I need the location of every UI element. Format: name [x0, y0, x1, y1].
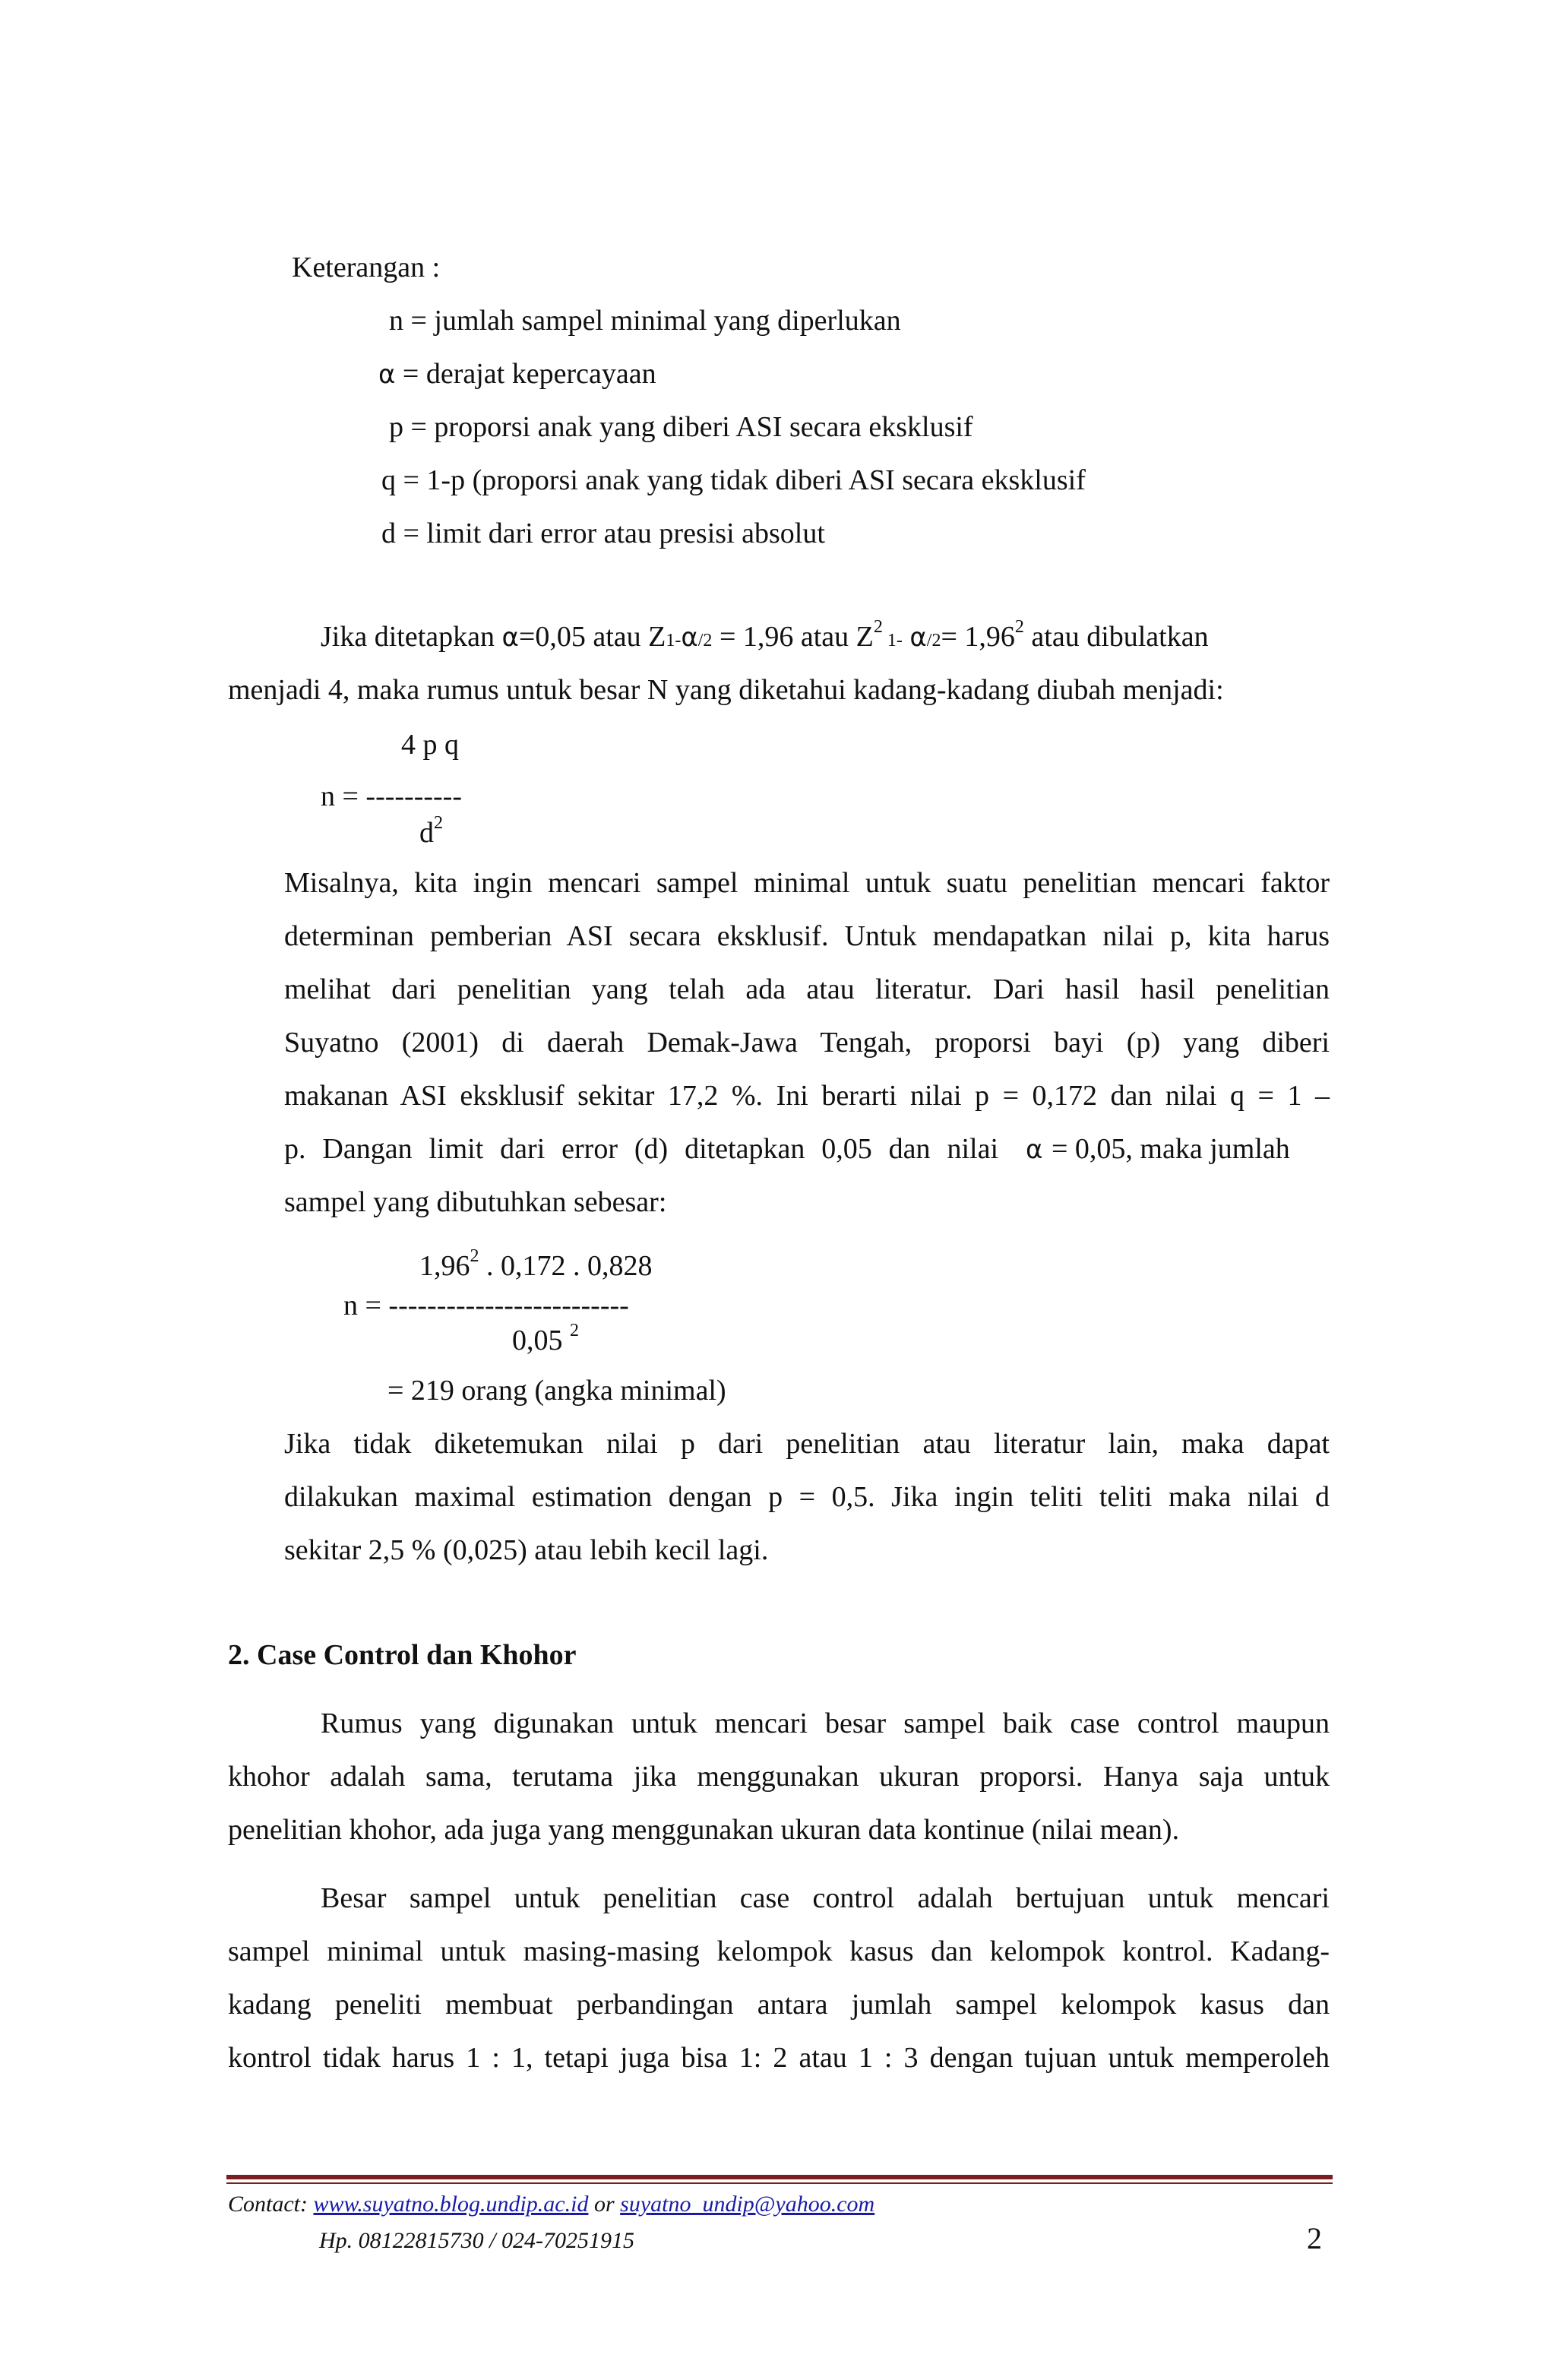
jika-sub-2: 1-	[882, 631, 903, 650]
formula2-num-sup: 2	[470, 1246, 479, 1266]
example-line-6b: = 0,05, maka jumlah	[1052, 1133, 1290, 1165]
alpha-symbol: ⍺	[1026, 1136, 1043, 1164]
s2p1-line-1: Rumus yang digunakan untuk mencari besar sampel baik case control maupun	[321, 1707, 1330, 1739]
max-line-2: dilakukan maximal estimation dengan p = 0,5. Jika ingin teliti teliti maka nilai d	[284, 1481, 1330, 1513]
formula1-denominator	[419, 813, 443, 850]
jika-sub-1: 1-	[666, 631, 682, 650]
example-line-6a: p. Dangan limit dari error (d) ditetapkan 0,05 dan nilai	[284, 1133, 998, 1165]
def-p: p = proporsi anak yang diberi ASI secara eksklusif	[389, 411, 973, 443]
def-d: d = limit dari error atau presisi absolut	[381, 517, 825, 549]
jika-sup-2: 2	[1014, 617, 1024, 637]
formula1-den-sup: 2	[434, 813, 443, 833]
alpha-symbol: ⍺	[501, 624, 519, 652]
jika-text-4: = 1,96	[941, 621, 1015, 653]
section-heading: 2. Case Control dan Khohor	[228, 1639, 577, 1671]
footer-link-blog[interactable]: www.suyatno.blog.undip.ac.id	[313, 2192, 589, 2217]
jika-text-3: = 1,96 atau Z	[712, 621, 874, 653]
formula2-num-a: 1,96	[419, 1250, 470, 1282]
example-line-3: melihat dari penelitian yang telah ada atau literatur. Dari hasil hasil penelitian	[284, 973, 1330, 1005]
formula2-den-text: 0,05	[512, 1325, 563, 1356]
formula1-den-text: d	[419, 817, 434, 849]
example-line-5: makanan ASI eksklusif sekitar 17,2 %. Ini berarti nilai p = 0,172 dan nilai q = 1 –	[284, 1080, 1330, 1112]
alpha-symbol: ⍺	[378, 361, 396, 389]
jika-sup-1: 2	[873, 617, 883, 637]
max-line-3: sekitar 2,5 % (0,025) atau lebih kecil lagi.	[284, 1534, 769, 1566]
s2p2-line-1: Besar sampel untuk penelitian case control adalah bertujuan untuk mencari	[321, 1882, 1330, 1914]
keterangan-title: Keterangan :	[292, 252, 441, 283]
formula2-lhs: n = -------------------------	[343, 1290, 629, 1321]
jika-line-1	[321, 617, 1209, 657]
formula2-den-sup: 2	[570, 1321, 579, 1340]
s2p2-line-2: sampel minimal untuk masing-masing kelompok kasus dan kelompok kontrol. Kadang-	[228, 1935, 1330, 1967]
alpha-symbol: ⍺	[909, 624, 927, 652]
s2p2-line-4: kontrol tidak harus 1 : 1, tetapi juga bisa 1: 2 atau 1 : 3 dengan tujuan untuk memperoleh	[228, 2042, 1330, 2074]
s2p1-line-3: penelitian khohor, ada juga yang menggunakan ukuran data kontinue (nilai mean).	[228, 1814, 1180, 1846]
jika-line-2: menjadi 4, maka rumus untuk besar N yang diketahui kadang-kadang diubah menjadi:	[228, 674, 1224, 706]
footer-contact-label: Contact:	[228, 2192, 314, 2217]
example-line-2: determinan pemberian ASI secara eksklusif. Untuk mendapatkan nilai p, kita harus	[284, 920, 1330, 952]
jika-sub-frac-1: /2	[697, 631, 713, 650]
example-line-7: sampel yang dibutuhkan sebesar:	[284, 1186, 667, 1218]
formula2-result: = 219 orang (angka minimal)	[387, 1375, 726, 1407]
s2p2-line-3: kadang peneliti membuat perbandingan antara jumlah sampel kelompok kasus dan	[228, 1989, 1330, 2021]
formula2-denominator	[512, 1321, 579, 1357]
example-line-1: Misalnya, kita ingin mencari sampel minimal untuk suatu penelitian mencari faktor	[284, 867, 1330, 899]
def-alpha-text: = derajat kepercayaan	[402, 358, 656, 390]
formula2-num-b: . 0,172 . 0,828	[479, 1250, 653, 1282]
page-number: 2	[1307, 2221, 1322, 2255]
example-line-4: Suyatno (2001) di daerah Demak-Jawa Tengah, proporsi bayi (p) yang diberi	[284, 1027, 1330, 1059]
footer-rule-thin	[226, 2182, 1333, 2184]
jika-text-2: =0,05 atau Z	[518, 621, 666, 653]
example-line-6-alpha	[1026, 1132, 1042, 1167]
footer-rule-thick	[226, 2175, 1333, 2179]
footer-phone: Hp. 08122815730 / 024-70251915	[319, 2228, 634, 2253]
def-n: n = jumlah sampel minimal yang diperlukan	[389, 305, 901, 337]
jika-sub-frac-2: /2	[926, 631, 941, 650]
s2p1-line-2: khohor adalah sama, terutama jika menggunakan ukuran proporsi. Hanya saja untuk	[228, 1761, 1330, 1793]
formula1-numerator: 4 p q	[401, 729, 459, 761]
alpha-symbol: ⍺	[681, 624, 698, 652]
jika-text-1: Jika ditetapkan	[321, 621, 495, 653]
formula2-numerator	[419, 1246, 653, 1283]
max-line-1: Jika tidak diketemukan nilai p dari penelitian atau literatur lain, maka dapat	[284, 1428, 1330, 1460]
footer-or: or	[588, 2192, 621, 2217]
jika-text-5: atau dibulatkan	[1023, 621, 1209, 653]
def-q: q = 1-p (proporsi anak yang tidak diberi ASI secara eksklusif	[381, 464, 1086, 496]
footer-contact	[228, 2192, 874, 2217]
formula1-lhs: n = ----------	[321, 780, 462, 812]
footer-link-email[interactable]: suyatno_undip@yahoo.com	[620, 2192, 875, 2217]
def-alpha	[378, 357, 656, 392]
